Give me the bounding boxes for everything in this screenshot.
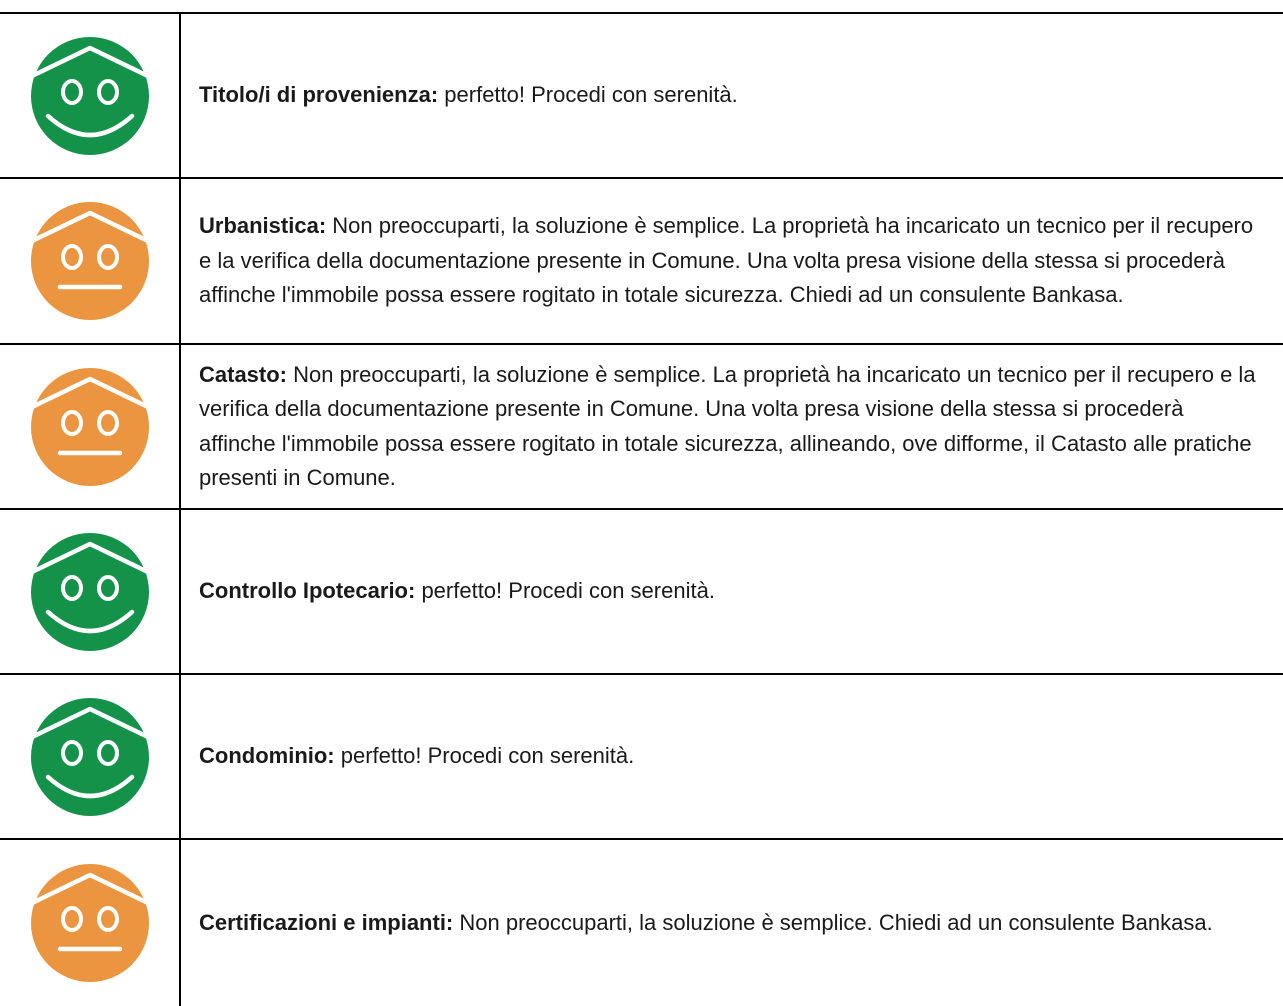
row-text: Non preoccuparti, la soluzione è semplice. La proprietà ha incaricato un tecnico per il recupero e la verifica della documentazione presente in Comune. Una volta presa visione della stessa si procederà affinche l'immobile possa essere rogitato in totale sicurezza. Chiedi ad un consulente Bankasa.	[199, 213, 1254, 308]
neutral-house-face-icon	[30, 367, 150, 487]
status-row-catasto	[0, 345, 1283, 510]
icon-cell	[0, 675, 181, 838]
row-text: perfetto! Procedi con serenità.	[438, 82, 738, 108]
row-text: Non preoccuparti, la soluzione è semplice. La proprietà ha incaricato un tecnico per il recupero e la verifica della documentazione presente in Comune. Una volta presa visione della stessa si procederà affinche l'immobile possa essere rogitato in totale sicurezza, allineando, ove difforme, il Catasto alle pratiche presenti in Comune.	[199, 361, 1256, 490]
row-label: Condominio:	[199, 743, 335, 769]
row-label: Titolo/i di provenienza:	[199, 82, 439, 108]
row-text: perfetto! Procedi con serenità.	[334, 743, 635, 769]
status-row-certificazioni	[0, 840, 1283, 1006]
happy-house-face-icon	[30, 532, 150, 652]
text-cell	[181, 510, 1283, 673]
status-table	[0, 12, 1283, 1006]
text-cell	[181, 345, 1283, 508]
happy-house-face-icon	[30, 36, 150, 156]
status-row-condominio	[0, 675, 1283, 840]
row-label: Certificazioni e impianti:	[199, 909, 454, 935]
status-row-urbanistica	[0, 179, 1283, 345]
icon-cell	[0, 510, 181, 673]
neutral-house-face-icon	[30, 201, 150, 321]
text-cell	[181, 14, 1283, 177]
row-label: Catasto:	[199, 361, 288, 387]
status-row-ipotecario	[0, 510, 1283, 675]
text-cell	[181, 179, 1283, 343]
icon-cell	[0, 14, 181, 177]
icon-cell	[0, 345, 181, 508]
row-text: perfetto! Procedi con serenità.	[415, 578, 715, 604]
happy-house-face-icon	[30, 697, 150, 817]
status-row-titolo	[0, 14, 1283, 179]
row-label: Controllo Ipotecario:	[199, 578, 416, 604]
text-cell	[181, 675, 1283, 838]
row-label: Urbanistica:	[199, 213, 327, 239]
neutral-house-face-icon	[30, 863, 150, 983]
icon-cell	[0, 179, 181, 343]
text-cell	[181, 840, 1283, 1006]
icon-cell	[0, 840, 181, 1006]
row-text: Non preoccuparti, la soluzione è semplice. Chiedi ad un consulente Bankasa.	[453, 909, 1213, 935]
